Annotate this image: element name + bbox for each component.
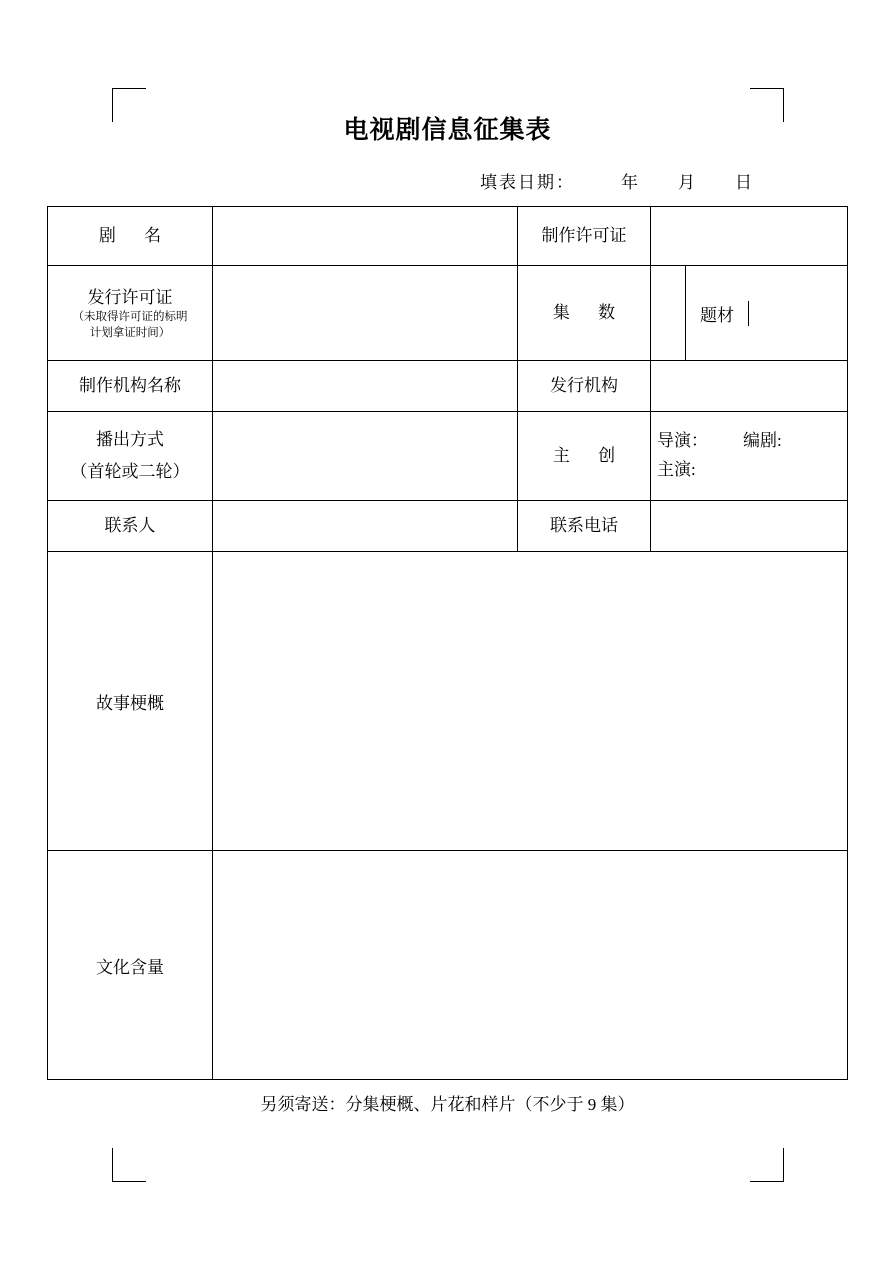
label-drama-name: 剧 名 [48,207,213,266]
label-screenwriter: 编剧: [743,431,782,451]
field-production-license[interactable] [651,207,848,266]
fill-date-month: 月 [678,173,697,192]
fill-date-label: 填表日期： [480,173,575,192]
fill-date-day: 日 [735,173,754,192]
table-row [48,266,848,361]
field-drama-name[interactable] [213,207,518,266]
footer-note: 另须寄送：分集梗概、片花和样片（不少于 9 集） [260,1095,635,1114]
field-cultural-content[interactable] [213,851,848,1080]
label-lead-actor: 主演: [657,460,696,479]
label-distribution-license-note-1: （未取得许可证的标明 [72,311,188,324]
table-row [48,207,848,266]
label-episode-count: 集 数 [518,266,651,361]
label-distribution-license-note-2: 计划拿证时间） [89,326,171,339]
label-distribution-license [48,266,213,361]
table-row [48,501,848,552]
table-row [48,412,848,501]
table-row [48,361,848,412]
page-title: 电视剧信息征集表 [343,117,552,144]
field-episode-count[interactable] [651,266,686,361]
crop-mark-bottom-right [750,1148,784,1182]
crop-mark-bottom-left [112,1148,146,1182]
tv-series-info-table [47,206,848,1080]
label-distribution-company: 发行机构 [518,361,651,412]
label-production-company: 制作机构名称 [48,361,213,412]
label-production-license: 制作许可证 [518,207,651,266]
field-contact-phone[interactable] [651,501,848,552]
fill-date-line [480,168,754,193]
label-subject-matter: 题材 [686,301,749,326]
label-broadcast-type [48,412,213,501]
field-story-synopsis[interactable] [213,552,848,851]
field-broadcast-type[interactable] [213,412,518,501]
label-director: 导演： [657,431,708,451]
field-distribution-company[interactable] [651,361,848,412]
fill-date-year: 年 [621,173,640,192]
field-key-creators[interactable] [651,412,848,501]
label-contact-person: 联系人 [48,501,213,552]
label-cultural-content: 文化含量 [48,851,213,1080]
label-key-creators: 主 创 [518,412,651,501]
table-row [48,851,848,1080]
field-subject-matter[interactable] [749,301,848,326]
field-production-company[interactable] [213,361,518,412]
label-broadcast-type-line1: 播出方式 [96,429,164,449]
table-row [48,552,848,851]
label-contact-phone: 联系电话 [518,501,651,552]
label-story-synopsis: 故事梗概 [48,552,213,851]
field-distribution-license[interactable] [213,266,518,361]
label-distribution-license-main: 发行许可证 [87,287,173,307]
subject-group [686,266,848,361]
label-broadcast-type-line2: （首轮或二轮） [70,462,190,481]
field-contact-person[interactable] [213,501,518,552]
